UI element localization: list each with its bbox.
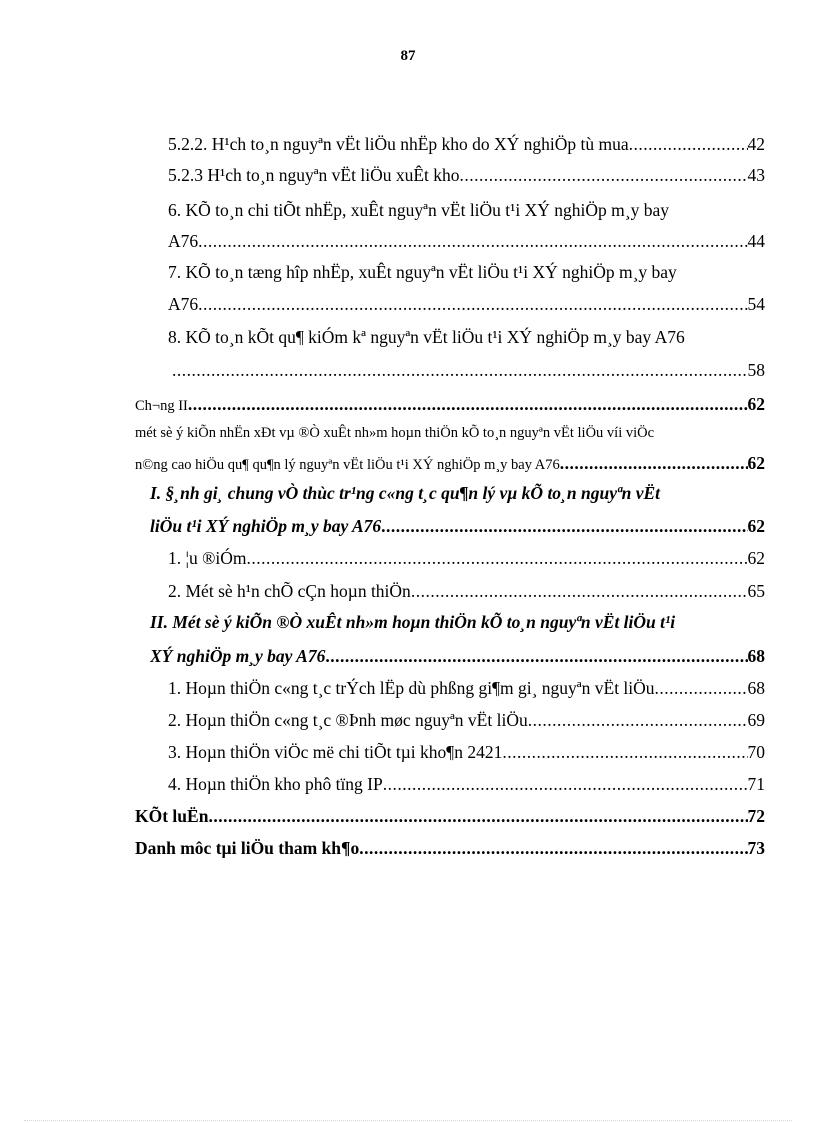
toc-page-number: 70 [747, 742, 765, 762]
toc-leader [172, 360, 748, 381]
toc-entry [135, 838, 765, 859]
toc-entry [168, 581, 765, 602]
toc-leader [460, 165, 748, 186]
toc-entry [135, 453, 765, 474]
toc-entry-title: 4. Hoµn thiÖn kho phô tïng IP [168, 774, 383, 794]
toc-page-number: 71 [747, 774, 765, 794]
toc-page-number: 72 [747, 806, 765, 826]
toc-leader [188, 394, 748, 415]
toc-page-number: 68 [747, 678, 765, 698]
toc-entry [135, 394, 765, 415]
toc-entry-title: Danh môc tµi liÖu tham kh¶o [135, 838, 360, 858]
toc-page-number: 42 [747, 134, 765, 154]
toc-leader [383, 774, 748, 795]
toc-entry [168, 231, 765, 252]
toc-entry-title: 5.2.3 H¹ch to¸n nguyªn vËt liÖu xuÊt kho [168, 165, 460, 185]
toc-leader [502, 742, 747, 763]
toc-entry [168, 548, 765, 569]
toc-leader [528, 710, 748, 731]
toc-entry [172, 360, 765, 381]
toc-page-number: 62 [747, 394, 765, 414]
toc-entry-title: 1. ¦u ®iÓm [168, 548, 247, 568]
toc-entry-title: 6. KÕ to¸n chi tiÕt nhËp, xuÊt nguyªn vËt liÖu t¹i XÝ nghiÖp m¸y bay [168, 200, 670, 220]
toc-leader [359, 838, 747, 859]
toc-page-number: 54 [747, 294, 765, 314]
toc-entry-title-cont: n©ng cao hiÖu qu¶ qu¶n lý nguyªn vËt liÖu t¹i XÝ nghiÖp m¸y bay A76 [135, 457, 560, 473]
toc-entry [135, 806, 765, 827]
toc-page-number: 62 [747, 516, 765, 536]
toc-page-number: 65 [747, 581, 765, 601]
toc-entry-title: Ch¬ng II [135, 398, 188, 414]
toc-page-number: 62 [747, 548, 765, 568]
toc-entry [168, 294, 765, 315]
toc-page-number: 68 [747, 646, 765, 666]
toc-entry-title: 8. KÕ to¸n kÕt qu¶ kiÓm kª nguyªn vËt liÖu t¹i XÝ nghiÖp m¸y bay A76 [168, 327, 685, 347]
toc-leader [381, 516, 747, 537]
toc-leader [325, 646, 747, 667]
page-bottom-border [24, 1120, 792, 1121]
toc-page-number: 73 [747, 838, 765, 858]
toc-section-title-cont: liÖu t¹i XÝ nghiÖp m¸y bay A76 [150, 516, 382, 536]
toc-entry [168, 678, 765, 699]
toc-leader [655, 678, 748, 699]
toc-leader [198, 231, 747, 252]
toc-entry-title: 5.2.2. H¹ch to¸n nguyªn vËt liÖu nhËp kho do XÝ nghiÖp tù mua [168, 134, 629, 154]
toc-entry [168, 742, 765, 763]
toc-entry-title: 1. Hoµn thiÖn c«ng t¸c trÝch lËp dù phßng gi¶m gi¸ nguyªn vËt liÖu [168, 678, 655, 698]
toc-section-title-cont: XÝ nghiÖp m¸y bay A76 [150, 646, 326, 666]
toc-section-title: II. Mét sè ý kiÕn ®Ò xuÊt nh»m hoµn thiÖn kÕ to¸n nguyªn vËt liÖu t¹i [150, 612, 676, 632]
toc-entry [168, 774, 765, 795]
toc-entry-title: KÕt luËn [135, 806, 209, 826]
toc-entry [150, 646, 765, 667]
toc-page-number: 44 [747, 231, 765, 251]
toc-entry-title: mét sè ý kiÕn nhËn xÐt vµ ®Ò xuÊt nh»m hoµn thiÖn kÕ to¸n nguyªn vËt liÖu víi viÖc [135, 425, 655, 441]
toc-page-number: 69 [747, 710, 765, 730]
toc-page-number: 62 [747, 453, 765, 473]
toc-leader [208, 806, 747, 827]
toc-entry [150, 516, 765, 537]
toc-leader [198, 294, 747, 315]
toc-leader [629, 134, 748, 155]
toc-entry-title-cont: A76 [168, 294, 199, 314]
toc-entry-title: 3. Hoµn thiÖn viÖc më chi tiÕt tµi kho¶n 2421 [168, 742, 503, 762]
toc-page-number: 58 [747, 360, 765, 380]
toc-leader [247, 548, 748, 569]
toc-entry-title: 7. KÕ to¸n tæng hîp nhËp, xuÊt nguyªn vËt liÖu t¹i XÝ nghiÖp m¸y bay [168, 262, 677, 282]
toc-entry-title: 2. Hoµn thiÖn c«ng t¸c ®Þnh møc nguyªn vËt liÖu [168, 710, 528, 730]
toc-leader [411, 581, 748, 602]
toc-leader [560, 453, 748, 474]
toc-section-title: I. §¸nh gi¸ chung vÒ thùc tr¹ng c«ng t¸c qu¶n lý vµ kÕ to¸n nguyªn vËt [150, 483, 661, 503]
page-number: 87 [400, 48, 416, 64]
toc-page-number: 43 [747, 165, 765, 185]
toc-entry [168, 710, 765, 731]
toc-entry [168, 134, 765, 155]
toc-entry-title-cont: A76 [168, 231, 199, 251]
toc-entry [168, 165, 765, 186]
toc-entry-title: 2. Mét sè h¹n chÕ cÇn hoµn thiÖn [168, 581, 411, 601]
